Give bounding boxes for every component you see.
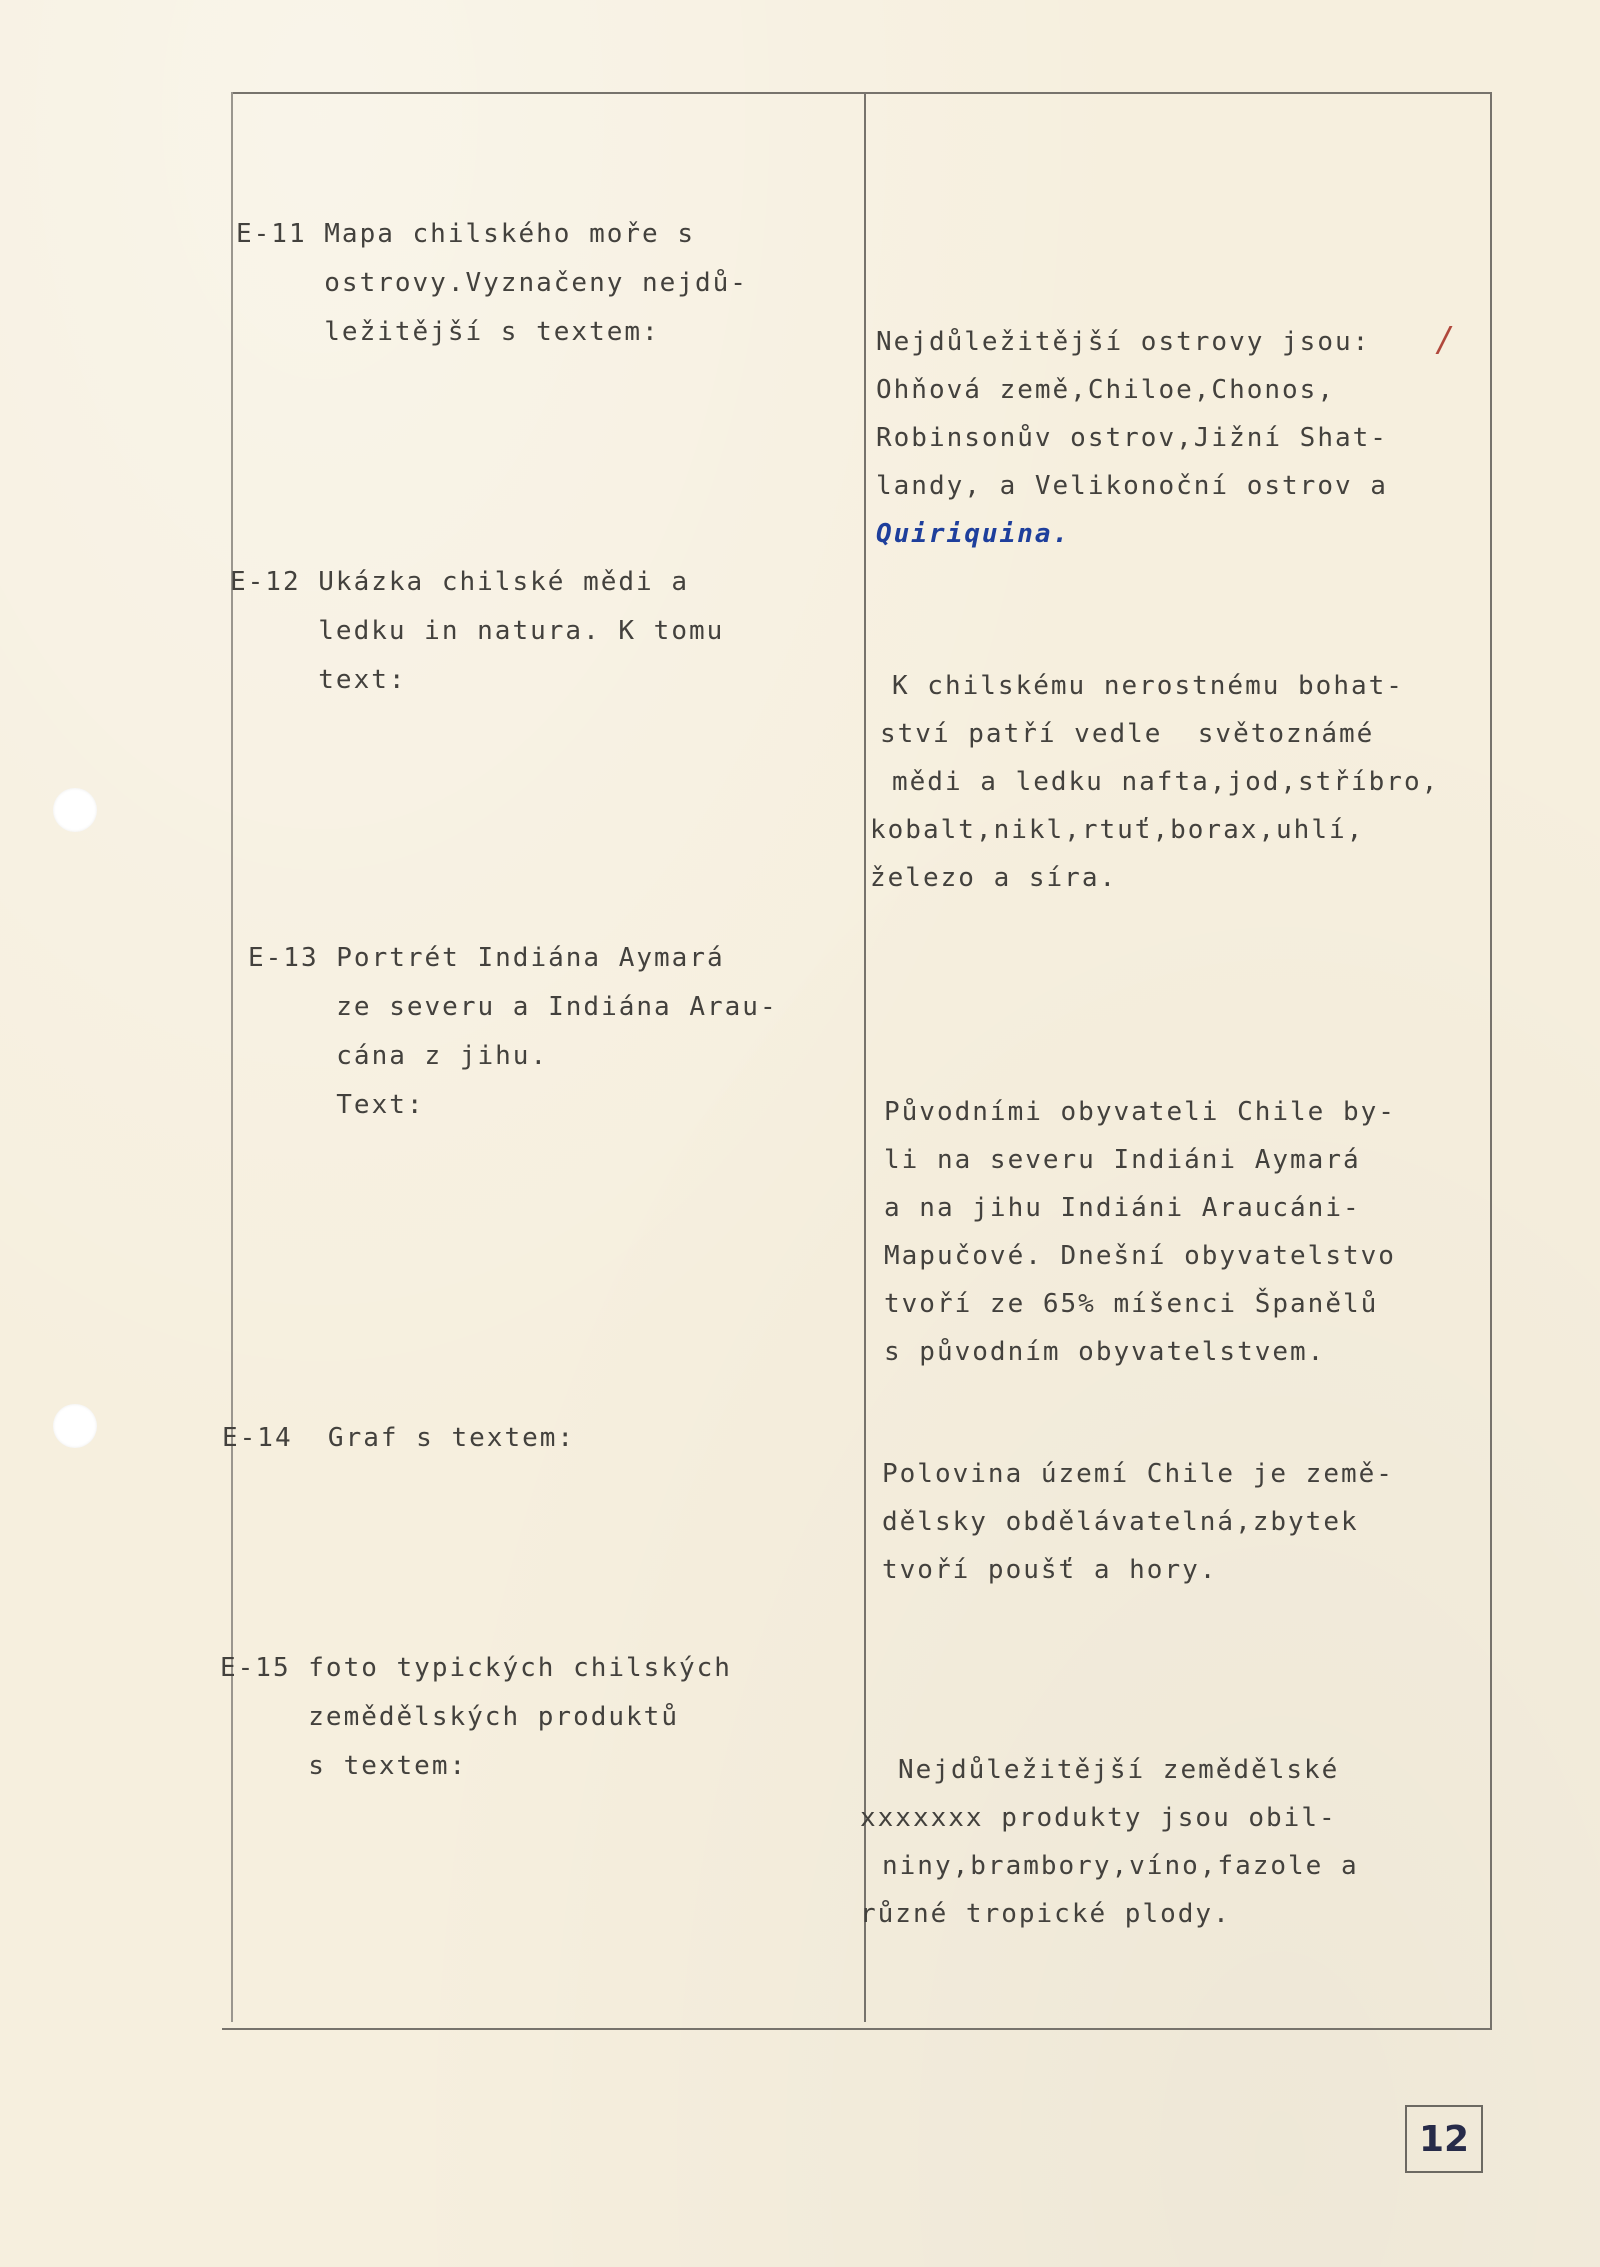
table-bottom-border [222, 2028, 1492, 2030]
table-top-border [232, 92, 1492, 94]
entry-e12-label: E-12 Ukázka chilské mědi a ledku in natura. K tomu text: [230, 567, 725, 695]
entry-e14-label: E-14 Graf s textem: [222, 1423, 576, 1453]
entry-e11-text: Nejdůležitější ostrovy jsou: Ohňová země,Chiloe,Chonos, Robinsonův ostrov,Jižní Shat- landy, a Velikonoční ostrov a Quiriquina. [876, 327, 1388, 549]
punch-hole-upper [53, 788, 97, 832]
handwritten-slash-mark: / [1438, 320, 1450, 360]
page-number: 12 [1405, 2105, 1483, 2173]
table-right-border [1490, 92, 1492, 2030]
table-column-divider [864, 92, 866, 2022]
entry-e11-label: E-11 Mapa chilského moře s ostrovy.Vyznačeny nejdů- ležitější s textem: [236, 219, 748, 347]
entry-e15-label: E-15 foto typických chilských zemědělských produktů s textem: [220, 1653, 732, 1781]
entry-e13-text: Původními obyvateli Chile by- li na severu Indiáni Aymará a na jihu Indiáni Araucáni- Mapučové. Dnešní obyvatelstvo tvoří ze 65% míšenci Španělů s původním obyvatelstvem. [884, 1097, 1396, 1367]
entry-e13-label: E-13 Portrét Indiána Aymará ze severu a Indiána Arau- cána z jihu. Text: [248, 943, 778, 1120]
entry-e12-text: K chilskému nerostnému bohat- ství patří vedle světoznámé mědi a ledku nafta,jod,stříbro, kobalt,nikl,rtuť,borax,uhlí, železo a síra. [870, 671, 1440, 893]
entry-e14-text: Polovina území Chile je země- dělsky obdělávatelná,zbytek tvoří poušť a hory. [882, 1459, 1394, 1585]
entry-e15-text: Nejdůležitější zemědělské xxxxxxx produkty jsou obil- niny,brambory,víno,fazole a různé tropické plody. [860, 1755, 1359, 1929]
punch-hole-lower [53, 1404, 97, 1448]
